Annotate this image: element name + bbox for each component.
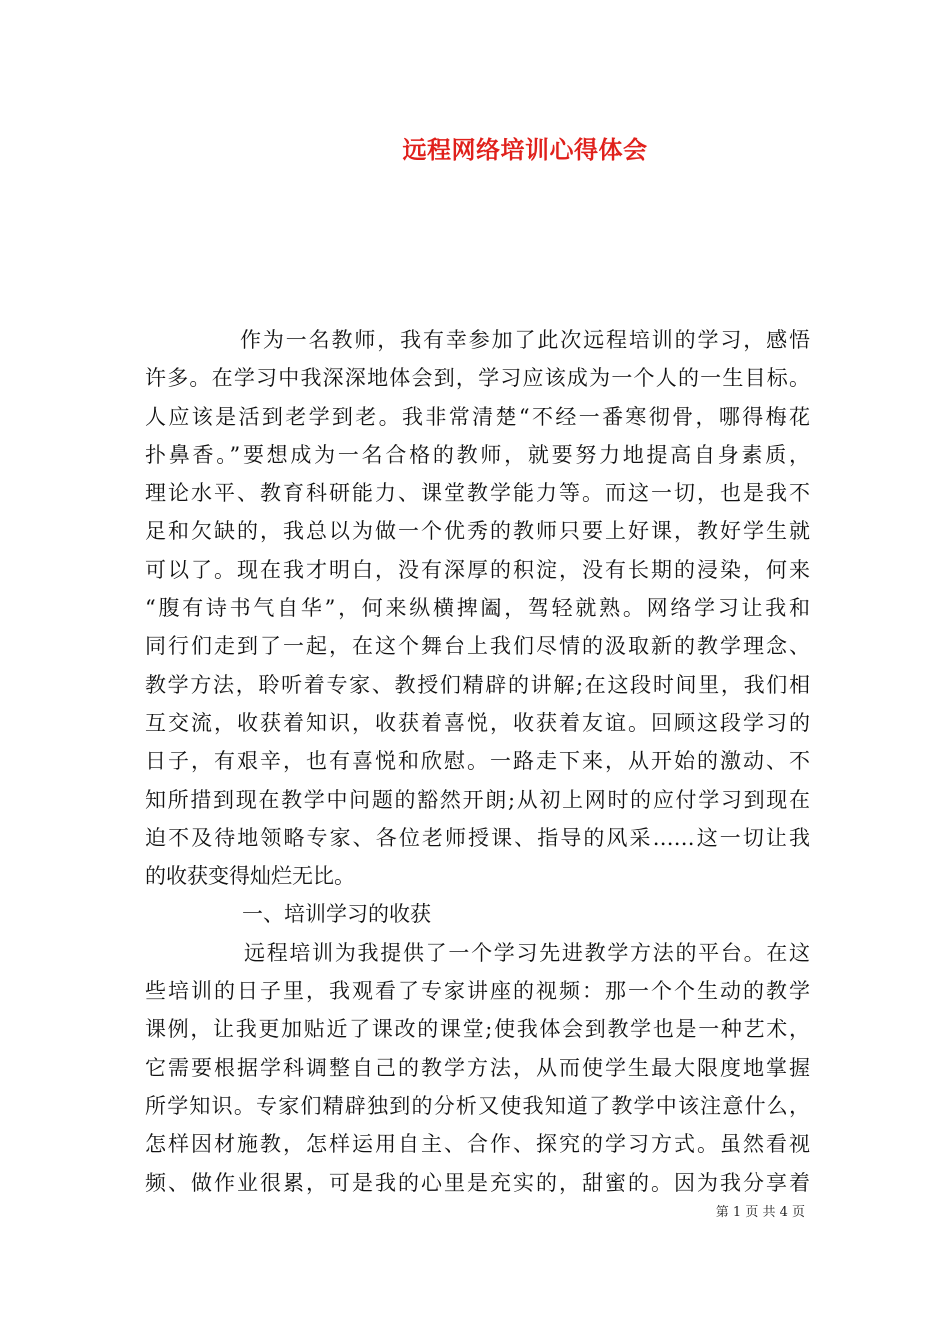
text-line: 日子，有艰辛，也有喜悦和欣慰。一路走下来，从开始的激动、不: [145, 749, 810, 774]
text-line: 知所措到现在教学中问题的豁然开朗;从初上网时的应付学习到现在: [145, 787, 810, 812]
text-line: 的收获变得灿烂无比。: [145, 864, 355, 889]
text-line: 互交流，收获着知识，收获着喜悦，收获着友谊。回顾这段学习的: [145, 710, 810, 735]
text-line: “腹有诗书气自华”，何来纵横捭阖，驾轻就熟。网络学习让我和: [145, 596, 810, 621]
text-line: 它需要根据学科调整自己的教学方法，从而使学生最大限度地掌握: [145, 1055, 810, 1080]
document-body: [145, 321, 810, 1202]
text-line: 理论水平、教育科研能力、课堂教学能力等。而这一切，也是我不: [145, 481, 810, 506]
text-line: 足和欠缺的，我总以为做一个优秀的教师只要上好课，教好学生就: [145, 519, 810, 544]
text-line: 所学知识。专家们精辟独到的分析又使我知道了教学中该注意什么，: [145, 1093, 810, 1118]
section-heading: 一、培训学习的收获: [242, 902, 431, 927]
text-line: 怎样因材施教，怎样运用自主、合作、探究的学习方式。虽然看视: [145, 1132, 810, 1157]
text-line: 课例，让我更加贴近了课改的课堂;使我体会到教学也是一种艺术，: [145, 1017, 810, 1042]
text-line: 频、做作业很累，可是我的心里是充实的，甜蜜的。因为我分享着: [145, 1170, 810, 1195]
text-line: 许多。在学习中我深深地体会到，学习应该成为一个人的一生目标。: [145, 366, 810, 391]
text-line: 可以了。现在我才明白，没有深厚的积淀，没有长期的浸染，何来: [145, 557, 810, 582]
text-line: 扑鼻香。”要想成为一名合格的教师，就要努力地提高自身素质，: [145, 442, 810, 467]
text-line: 些培训的日子里，我观看了专家讲座的视频：那一个个生动的教学: [145, 979, 810, 1004]
text-line: 人应该是活到老学到老。我非常清楚“不经一番寒彻骨，哪得梅花: [145, 404, 810, 429]
text-line: 作为一名教师，我有幸参加了此次远程培训的学习，感悟: [240, 328, 810, 352]
document-title: 远程网络培训心得体会: [402, 135, 648, 164]
text-line: 迫不及待地领略专家、各位老师授课、指导的风采……这一切让我: [145, 825, 810, 850]
page-number-footer: 第 1 页 共 4 页: [715, 1205, 805, 1220]
text-line: 同行们走到了一起，在这个舞台上我们尽情的汲取新的教学理念、: [145, 634, 810, 659]
text-line: 教学方法，聆听着专家、教授们精辟的讲解;在这段时间里，我们相: [145, 672, 810, 697]
text-line: 远程培训为我提供了一个学习先进教学方法的平台。在这: [244, 940, 810, 965]
